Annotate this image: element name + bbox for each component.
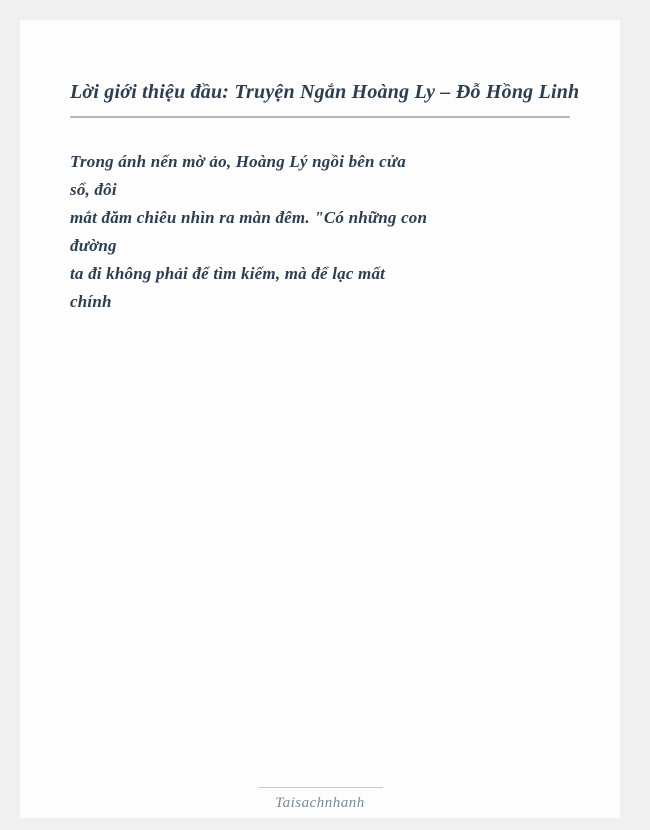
footer-divider [258, 787, 383, 788]
paragraph-line: sổ, đôi [70, 180, 117, 199]
paragraph-line: Trong ánh nến mờ ảo, Hoàng Lý ngồi bên cửa [70, 152, 406, 171]
paragraph-line: đường [70, 236, 117, 255]
footer-brand: Taisachnhanh [275, 795, 365, 811]
page-content [20, 20, 620, 316]
page-title: Lời giới thiệu đầu: Truyện Ngắn Hoàng Ly – Đỗ Hồng Linh [70, 81, 580, 103]
story-paragraph [70, 148, 570, 316]
document-page [20, 20, 620, 818]
paragraph-line: ta đi không phải để tìm kiếm, mà để lạc mất [70, 264, 386, 283]
title-divider [70, 116, 570, 118]
page-footer [20, 787, 620, 814]
paragraph-line: mắt đăm chiêu nhìn ra màn đêm. "Có những con [70, 208, 428, 227]
paragraph-line: chính [70, 292, 112, 311]
